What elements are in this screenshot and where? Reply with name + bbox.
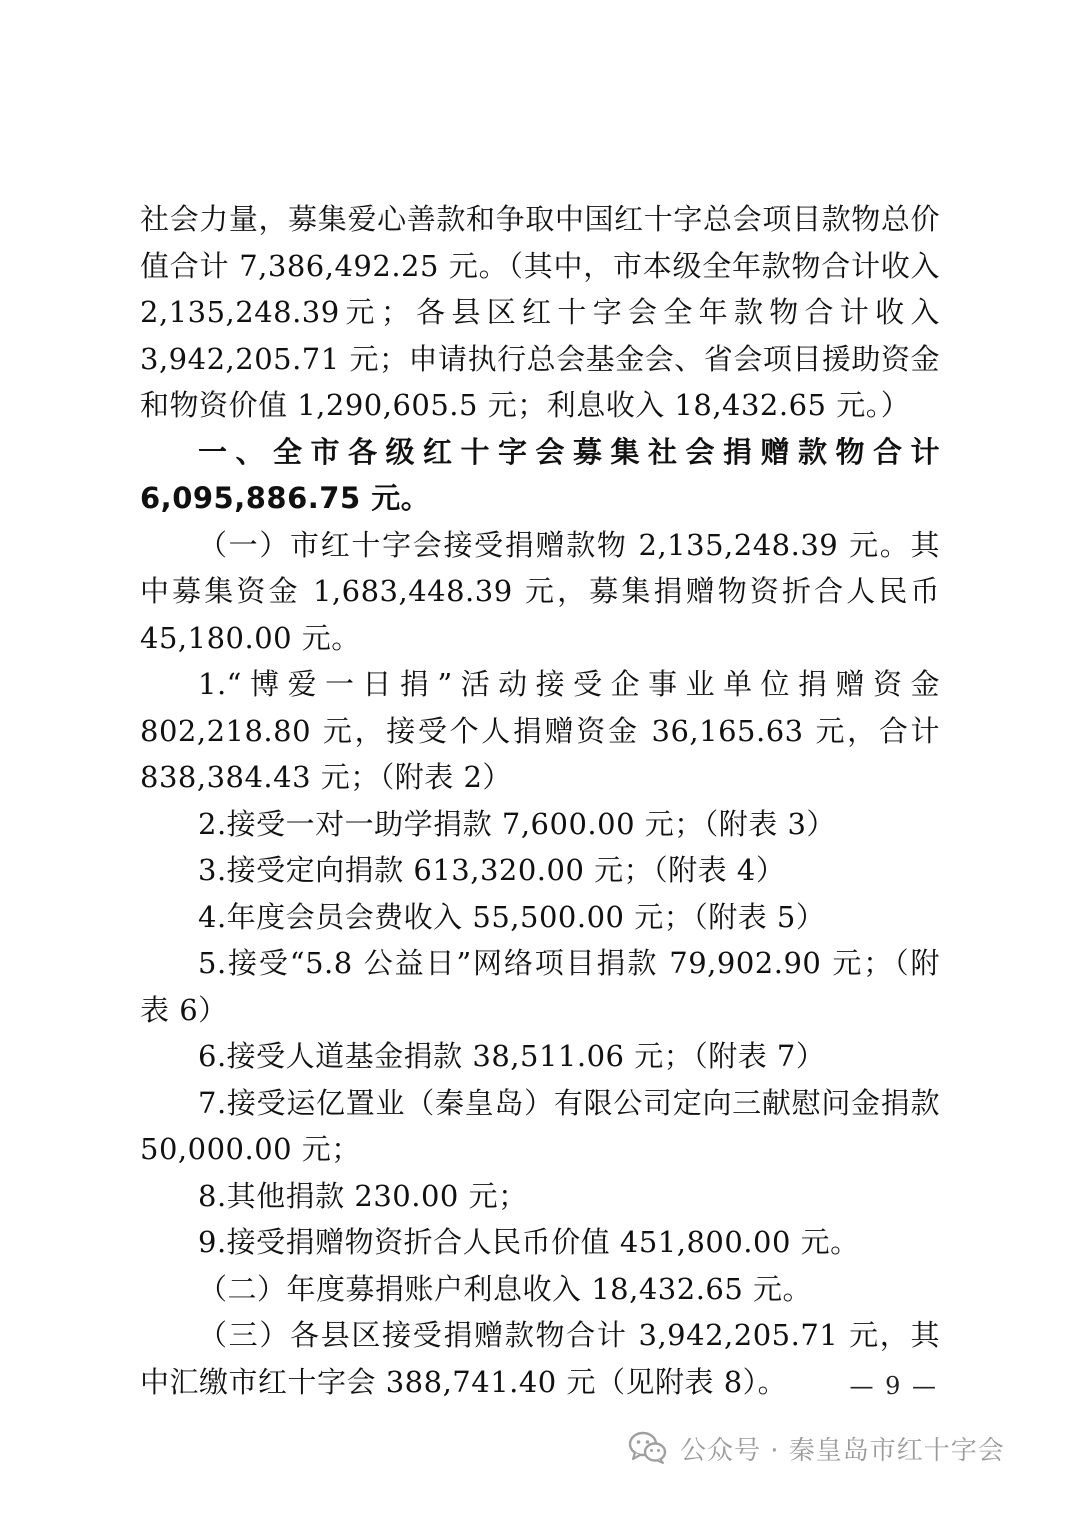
subsection-1: （一）市红十字会接受捐赠款物 2,135,248.39 元。其中募集资金 1,683,448.39 元，募集捐赠物资折合人民币 45,180.00 元。 <box>140 527 940 655</box>
list-item-1: 1.“博爱一日捐”活动接受企事业单位捐赠资金 802,218.80 元，接受个人捐赠资金 36,165.63 元，合计 838,384.43 元；（附表 2） <box>140 667 940 794</box>
list-item-4: 4.年度会员会费收入 55,500.00 元；（附表 5） <box>198 899 826 934</box>
watermark <box>628 1428 1005 1468</box>
list-item-9: 9.接受捐赠物资折合人民币价值 451,800.00 元。 <box>198 1225 860 1259</box>
list-item-6: 6.接受人道基金捐款 38,511.06 元；（附表 7） <box>198 1039 826 1073</box>
section-heading-1: 一、全市各级红十字会募集社会捐赠款物合计 6,095,886.75 元。 <box>140 434 940 515</box>
list-item-2: 2.接受一对一助学捐款 7,600.00 元；（附表 3） <box>198 806 836 841</box>
subsection-3: （三）各县区接受捐赠款物合计 3,942,205.71 元，其中汇缴市红十字会 388,741.40 元（见附表 8）。 <box>140 1318 940 1399</box>
document-body <box>140 196 940 1405</box>
subsection-2: （二）年度募捐账户利息收入 18,432.65 元。 <box>198 1271 813 1306</box>
page-number: — 9 — <box>849 1372 938 1400</box>
list-item-5: 5.接受“5.8 公益日”网络项目捐款 79,902.90 元；（附表 6） <box>140 946 940 1027</box>
list-item-7: 7.接受运亿置业（秦皇岛）有限公司定向三献慰问金捐款 50,000.00 元； <box>140 1085 940 1166</box>
list-item-8: 8.其他捐款 230.00 元； <box>198 1178 528 1213</box>
watermark-text: 公众号 · 秦皇岛市红十字会 <box>680 1435 1005 1466</box>
paragraph-continuation: 社会力量，募集爱心善款和争取中国红十字总会项目款物总价值合计 7,386,492.25 元。（其中，市本级全年款物合计收入 2,135,248.39元；各县区红十字会全年款物合计收入 3,942,205.71 元；申请执行总会基金会、省会项目援助资金和物资价值 1,290,605.5 元；利息收入 18,432.65 元。） <box>140 202 940 422</box>
list-item-3: 3.接受定向捐款 613,320.00 元；（附表 4） <box>198 853 786 887</box>
wechat-icon <box>628 1431 668 1465</box>
